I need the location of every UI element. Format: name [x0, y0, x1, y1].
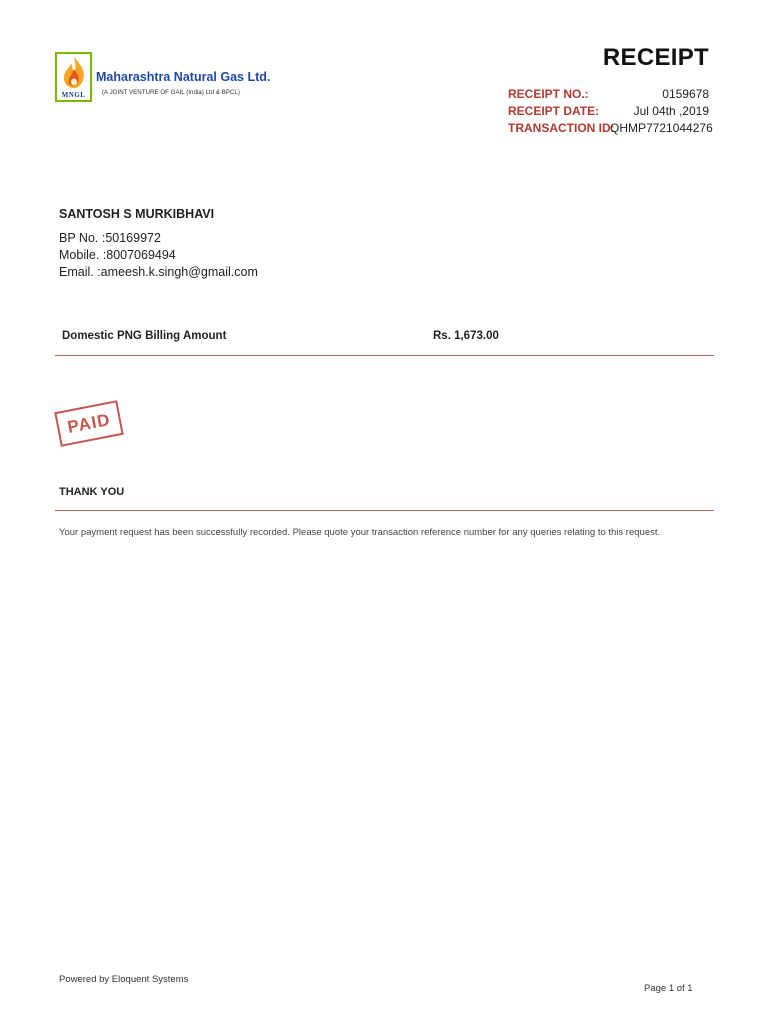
company-logo — [55, 52, 92, 102]
transaction-id-label: TRANSACTION ID: — [508, 121, 615, 135]
transaction-id-value: QHMP7721044276 — [610, 121, 713, 135]
receipt-number-value: 0159678 — [662, 87, 709, 101]
paid-stamp-text: PAID — [65, 409, 112, 437]
logo-abbreviation: MNGL — [61, 91, 86, 99]
confirmation-note: Your payment request has been successfully recorded. Please quote your transaction reference number for any queries relating to this request. — [59, 527, 661, 538]
billing-description: Domestic PNG Billing Amount — [62, 330, 227, 342]
receipt-date-label: RECEIPT DATE: — [508, 104, 600, 118]
receipt-date-value: Jul 04th ,2019 — [633, 104, 709, 118]
paid-stamp — [54, 400, 124, 447]
page-title: RECEIPT — [602, 44, 709, 71]
company-name: Maharashtra Natural Gas Ltd. — [96, 70, 271, 84]
flame-logo-icon — [59, 55, 89, 91]
receipt-number-label: RECEIPT NO.: — [508, 87, 589, 101]
powered-by-text: Powered by Eloquent Systems — [59, 974, 189, 985]
customer-bp-number: BP No. :50169972 — [59, 231, 161, 245]
divider — [55, 355, 714, 356]
divider — [55, 510, 714, 511]
billing-amount: Rs. 1,673.00 — [433, 330, 499, 342]
page-number: Page 1 of 1 — [644, 983, 693, 994]
customer-email: Email. :ameesh.k.singh@gmail.com — [59, 265, 258, 279]
customer-mobile: Mobile. :8007069494 — [59, 248, 176, 262]
company-subtitle: (A JOINT VENTURE OF GAIL (India) Ltd & BPCL) — [102, 89, 240, 96]
thank-you-heading: THANK YOU — [59, 486, 125, 498]
customer-name: SANTOSH S MURKIBHAVI — [59, 207, 215, 221]
